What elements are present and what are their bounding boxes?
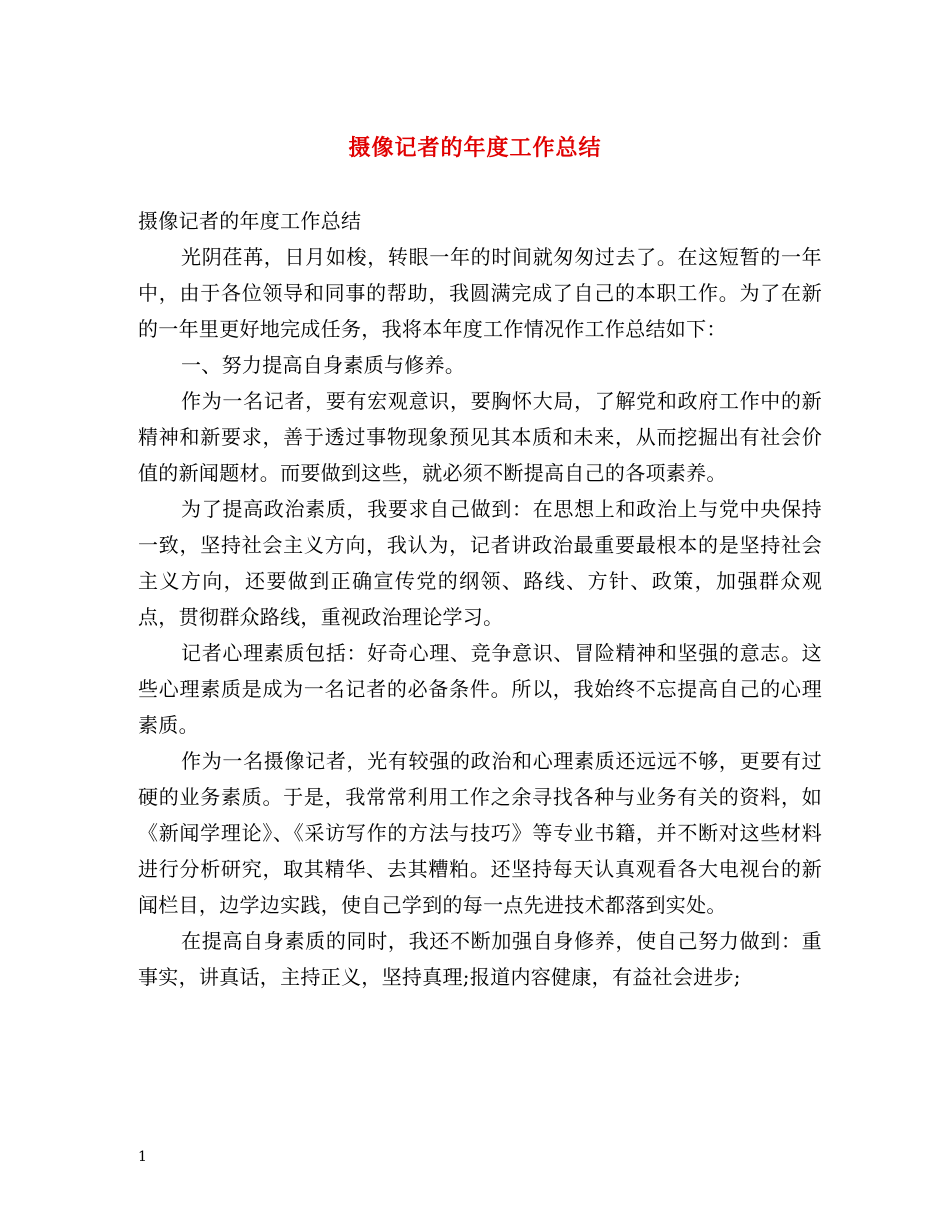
body-paragraph: 为了提高政治素质，我要求自己做到：在思想上和政治上与党中央保持一致，坚持社会主义方向，我认为，记者讲政治最重要最根本的是坚持社会主义方向，还要做到正确宣传党的纲领、路线、方针、政策，加强群众观点，贯彻群众路线，重视政治理论学习。 [138,497,822,629]
body-paragraph: 记者心理素质包括：好奇心理、竞争意识、冒险精神和坚强的意志。这些心理素质是成为一名记者的必备条件。所以，我始终不忘提高自己的心理素质。 [138,641,822,737]
document-title: 摄像记者的年度工作总结 [348,135,602,161]
section-heading: 一、努力提高自身素质与修养。 [181,353,466,377]
subtitle-paragraph: 摄像记者的年度工作总结 [138,209,362,233]
body-paragraph: 作为一名记者，要有宏观意识，要胸怀大局，了解党和政府工作中的新精神和新要求，善于透过事物现象预见其本质和未来，从而挖掘出有社会价值的新闻题材。而要做到这些，就必须不断提高自己的各项素养。 [138,389,822,485]
document-body [138,203,822,995]
page-number: 1 [138,1149,147,1165]
body-paragraph: 作为一名摄像记者，光有较强的政治和心理素质还远远不够，更要有过硬的业务素质。于是，我常常利用工作之余寻找各种与业务有关的资料，如《新闻学理论》、《采访写作的方法与技巧》等专业书籍，并不断对这些材料进行分析研究，取其精华、去其糟粕。还坚持每天认真观看各大电视台的新闻栏目，边学边实践，使自己学到的每一点先进技术都落到实处。 [138,749,822,917]
body-paragraph: 光阴荏苒，日月如梭，转眼一年的时间就匆匆过去了。在这短暂的一年中，由于各位领导和同事的帮助，我圆满完成了自己的本职工作。为了在新的一年里更好地完成任务，我将本年度工作情况作工作总结如下： [138,245,822,341]
body-paragraph: 在提高自身素质的同时，我还不断加强自身修养，使自己努力做到：重事实，讲真话，主持正义，坚持真理;报道内容健康，有益社会进步; [138,929,822,989]
